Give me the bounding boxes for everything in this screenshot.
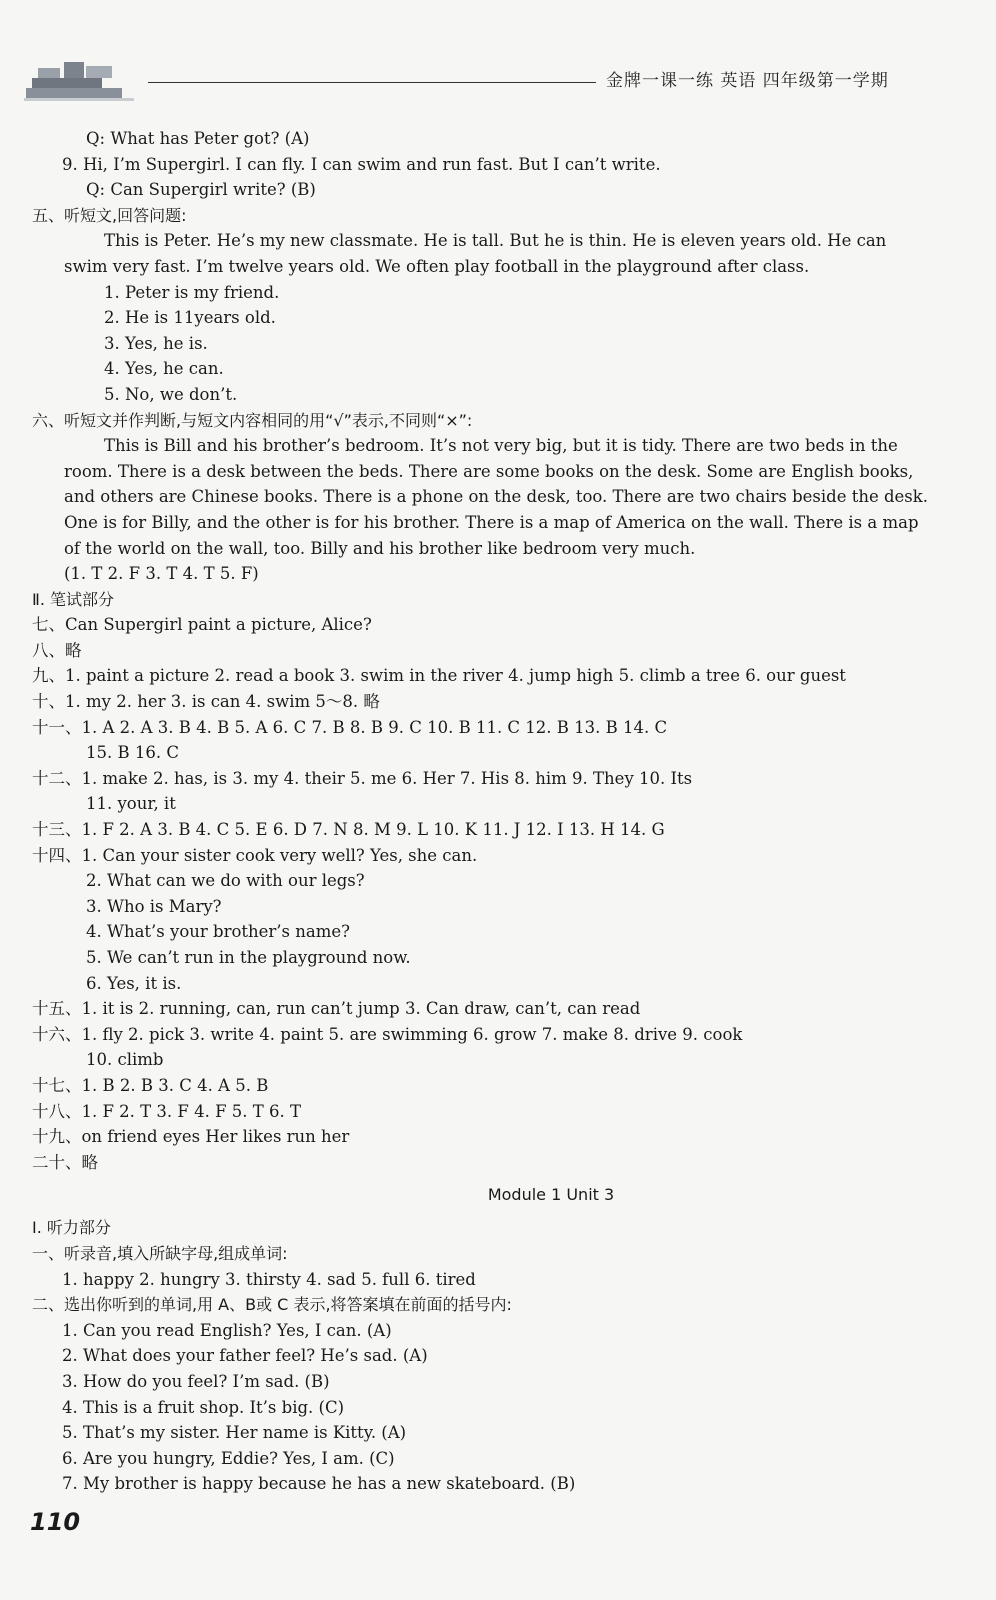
text-line: 十八、1. F 2. T 3. F 4. F 5. T 6. T xyxy=(32,1101,302,1121)
page-header xyxy=(0,0,996,110)
text-line: 9. Hi, I’m Supergirl. I can fly. I can swim and run fast. But I can’t write. xyxy=(62,154,661,174)
text-line: swim very fast. I’m twelve years old. We often play football in the playground after class. xyxy=(64,256,810,276)
text-line: 十一、1. A 2. A 3. B 4. B 5. A 6. C 7. B 8. B 9. C 10. B 11. C 12. B 13. B 14. C xyxy=(32,717,668,737)
text-line: 2. What does your father feel? He’s sad. (A) xyxy=(62,1346,428,1366)
section-heading: 二、选出你听到的单词,用 A、B或 C 表示,将答案填在前面的括号内: xyxy=(32,1295,512,1315)
text-line: 2. He is 11years old. xyxy=(104,308,276,328)
text-line: 11. your, it xyxy=(86,794,176,814)
text-line: 十七、1. B 2. B 3. C 4. A 5. B xyxy=(32,1075,269,1095)
text-line: 4. This is a fruit shop. It’s big. (C) xyxy=(62,1397,345,1417)
text-line: 5. We can’t run in the playground now. xyxy=(86,948,411,967)
text-line: room. There is a desk between the beds. There are some books on the desk. Some are English books, xyxy=(64,461,914,481)
text-line: 6. Yes, it is. xyxy=(86,973,182,993)
text-line: 3. How do you feel? I’m sad. (B) xyxy=(62,1371,330,1391)
text-line: of the world on the wall, too. Billy and his brother like bedroom very much. xyxy=(64,538,696,558)
books-logo-icon xyxy=(24,52,134,104)
text-line: 1. Peter is my friend. xyxy=(104,282,280,302)
text-line: 3. Yes, he is. xyxy=(104,333,208,353)
text-line: 八、略 xyxy=(32,640,82,660)
text-line: 7. My brother is happy because he has a new skateboard. (B) xyxy=(62,1474,576,1494)
text-line: (1. T 2. F 3. T 4. T 5. F) xyxy=(64,564,259,584)
text-line: 4. Yes, he can. xyxy=(104,359,224,379)
text-line: 十九、on friend eyes Her likes run her xyxy=(32,1127,350,1147)
text-line: and others are Chinese books. There is a phone on the desk, too. There are two chairs beside the desk. xyxy=(64,487,929,507)
text-line: Q: Can Supergirl write? (B) xyxy=(86,180,316,200)
text-line: 十五、1. it is 2. running, can, run can’t jump 3. Can draw, can’t, can read xyxy=(32,999,641,1019)
page-number: 110 xyxy=(30,1508,81,1536)
text-line: 5. No, we don’t. xyxy=(104,384,238,404)
text-line: One is for Billy, and the other is for his brother. There is a map of America on the wall. There is a map xyxy=(64,512,919,532)
answer-key-content xyxy=(32,126,980,1497)
text-line: 十四、1. Can your sister cook very well? Yes, she can. xyxy=(32,845,478,865)
text-line: 3. Who is Mary? xyxy=(86,896,222,916)
section-heading: Ⅰ. 听力部分 xyxy=(32,1218,111,1238)
text-line: 10. climb xyxy=(86,1050,164,1070)
text-line: 15. B 16. C xyxy=(86,743,179,763)
text-line: This is Bill and his brother’s bedroom. It’s not very big, but it is tidy. There are two beds in the xyxy=(104,436,898,456)
section-heading: Ⅱ. 笔试部分 xyxy=(32,589,115,609)
text-line: 十二、1. make 2. has, is 3. my 4. their 5. me 6. Her 7. His 8. him 9. They 10. Its xyxy=(32,768,693,788)
section-heading: 一、听录音,填入所缺字母,组成单词: xyxy=(32,1243,288,1263)
text-line: 1. happy 2. hungry 3. thirsty 4. sad 5. full 6. tired xyxy=(62,1269,476,1289)
module-title: Module 1 Unit 3 xyxy=(487,1185,615,1205)
text-line: Q: What has Peter got? (A) xyxy=(86,129,310,148)
text-line: 七、Can Supergirl paint a picture, Alice? xyxy=(32,615,372,635)
text-line: 十、1. my 2. her 3. is can 4. swim 5～8. 略 xyxy=(32,692,380,712)
text-line: 1. Can you read English? Yes, I can. (A) xyxy=(62,1320,392,1340)
text-line: 2. What can we do with our legs? xyxy=(86,871,365,891)
section-heading: 五、听短文,回答问题: xyxy=(32,205,187,225)
header-title: 金牌一课一练 英语 四年级第一学期 xyxy=(606,71,889,91)
text-line: 十三、1. F 2. A 3. B 4. C 5. E 6. D 7. N 8. M 9. L 10. K 11. J 12. I 13. H 14. G xyxy=(32,820,665,840)
text-line: 5. That’s my sister. Her name is Kitty. (A) xyxy=(62,1423,407,1443)
header-rule xyxy=(148,82,596,83)
text-line: 6. Are you hungry, Eddie? Yes, I am. (C) xyxy=(62,1448,395,1468)
text-line: 十六、1. fly 2. pick 3. write 4. paint 5. are swimming 6. grow 7. make 8. drive 9. cook xyxy=(32,1024,743,1044)
text-line: 二十、略 xyxy=(32,1152,98,1172)
section-heading: 六、听短文并作判断,与短文内容相同的用“√”表示,不同则“×”: xyxy=(32,410,473,430)
text-line: This is Peter. He’s my new classmate. He is tall. But he is thin. He is eleven years old. He can xyxy=(104,231,887,251)
text-line: 4. What’s your brother’s name? xyxy=(86,922,350,942)
text-line: 九、1. paint a picture 2. read a book 3. swim in the river 4. jump high 5. climb a tree 6. our guest xyxy=(32,666,846,686)
